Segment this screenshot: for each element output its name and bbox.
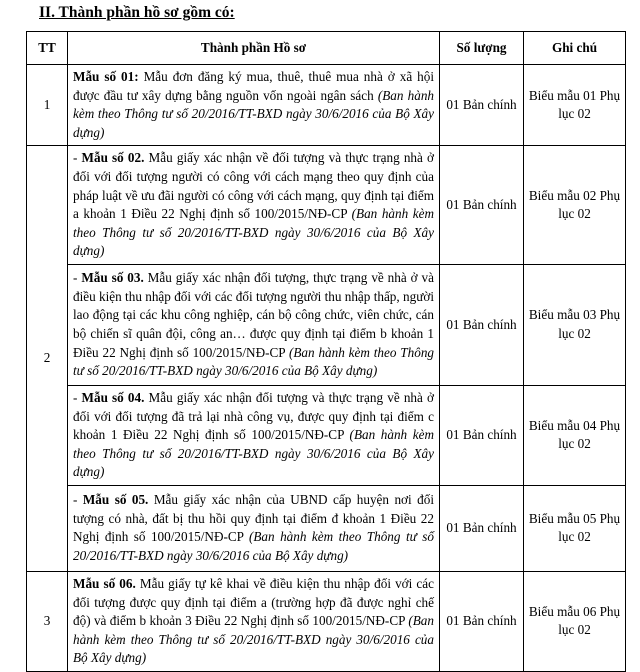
document-description <box>68 65 440 146</box>
note-cell: Biểu mẫu 02 Phụ lục 02 <box>524 146 626 265</box>
form-number: Mẫu số 04. <box>81 389 145 405</box>
note-cell: Biểu mẫu 01 Phụ lục 02 <box>524 65 626 146</box>
quantity-cell: 01 Bản chính <box>440 264 524 385</box>
form-text: Mẫu giấy xác nhận đối tượng và thực trạng về nhà ở đối với đối tượng đã trả lại nhà công vụ, được quy định tại điểm c khoản 1 Điều 22 Nghị định số 100/2015/NĐ-CP <box>73 389 434 443</box>
header-tt: TT <box>27 32 68 65</box>
row-number: 2 <box>27 146 68 572</box>
form-text: Mẫu giấy xác nhận về đối tượng và thực trạng nhà ở đối với đối tượng người có công với cách mạng theo quy định của pháp luật về ưu đãi người có công với cách mạng, quy định tại điểm a khoản 1 Điều 22 Nghị định số 100/2015/NĐ-CP <box>73 150 434 222</box>
form-number: Mẫu số 05. <box>82 492 149 508</box>
row-number: 3 <box>27 571 68 671</box>
quantity-cell: 01 Bản chính <box>440 571 524 671</box>
note-cell: Biểu mẫu 06 Phụ lục 02 <box>524 571 626 671</box>
table-row <box>27 264 626 385</box>
section-title: II. Thành phần hồ sơ gồm có: <box>39 4 235 21</box>
note-cell: Biểu mẫu 03 Phụ lục 02 <box>524 264 626 385</box>
form-text: Mẫu giấy tự kê khai về điều kiện thu nhập đối với các đối tượng được quy định tại điểm a (trường hợp đã được nghỉ chế độ) và điểm b khoản 3 Điều 22 Nghị định số 100/2015/NĐ-CP <box>73 575 434 629</box>
form-number: Mẫu số 01: <box>73 69 139 84</box>
table-header-row <box>27 32 626 65</box>
form-reference: (Ban hành kèm theo Thông tư số 20/2016/TT-BXD ngày 30/6/2016 của Bộ Xây dựng) <box>73 206 434 259</box>
table-row <box>27 385 626 485</box>
form-reference: (Ban hành kèm theo Thông tư số 20/2016/TT-BXD ngày 30/6/2016 của Bộ Xây dựng) <box>73 427 434 480</box>
form-text: Mẫu giấy xác nhận đối tượng, thực trạng về nhà ở và điều kiện thu nhập đối với các đối tượng người thu nhập thấp, người lao động tại các khu công nghiệp, cán bộ công chức, viên chức, cán bộ chiến sĩ quân đội, công an… được quy định tại điểm b khoản 1 Điều 22 Nghị định số 100/2015/NĐ-CP <box>73 270 434 360</box>
form-reference: (Ban hành kèm theo Thông tư số 20/2016/TT-BXD ngày 30/6/2016 của Bộ Xây dựng) <box>73 529 434 563</box>
header-note: Ghi chú <box>524 32 626 65</box>
document-description: - Mẫu số 04. Mẫu giấy xác nhận đối tượng và thực trạng về nhà ở đối với đối tượng đã trả lại nhà công vụ, được quy định tại điểm c khoản 1 Điều 22 Nghị định số 100/2015/NĐ-CP (Ban hành kèm theo Thông tư số 20/2016/TT-BXD ngày 30/6/2016 của Bộ Xây dựng) <box>68 385 440 485</box>
form-reference: (Ban hành kèm theo Thông tư số 20/2016/TT-BXD ngày 30/6/2016 của Bộ Xây dựng) <box>73 344 435 379</box>
document-description <box>68 571 440 671</box>
table-row <box>27 485 626 571</box>
document-description: - Mẫu số 03. Mẫu giấy xác nhận đối tượng, thực trạng về nhà ở và điều kiện thu nhập đối với các đối tượng người thu nhập thấp, người lao động tại các khu công nghiệp, cán bộ công chức, viên chức, cán bộ chiến sĩ quân đội, công an… được quy định tại điểm b khoản 1 Điều 22 Nghị định số 100/2015/NĐ-CP (Ban hành kèm theo Thông tư số 20/2016/TT-BXD ngày 30/6/2016 của Bộ Xây dựng) <box>68 264 440 385</box>
row-number: 1 <box>27 65 68 146</box>
documents-table <box>26 31 626 672</box>
form-number: Mẫu số 02. <box>81 150 145 166</box>
form-text: Mẫu đơn đăng ký mua, thuê, thuê mua nhà ở xã hội được đầu tư xây dựng bằng nguồn vốn ngoài ngân sách <box>73 69 434 103</box>
table-row <box>27 65 626 146</box>
form-reference: (Ban hành kèm theo Thông tư số 20/2016/TT-BXD ngày 30/6/2016 của Bộ Xây dựng) <box>73 613 434 666</box>
quantity-cell: 01 Bản chính <box>440 146 524 265</box>
header-quantity: Số lượng <box>440 32 524 65</box>
note-cell: Biểu mẫu 05 Phụ lục 02 <box>524 485 626 571</box>
document-description: - Mẫu số 05. Mẫu giấy xác nhận của UBND cấp huyện nơi đối tượng có nhà, đất bị thu hồi quy định tại điểm đ khoản 1 Điều 22 Nghị định số 100/2015/NĐ-CP (Ban hành kèm theo Thông tư số 20/2016/TT-BXD ngày 30/6/2016 của Bộ Xây dựng) <box>68 485 440 571</box>
quantity-cell: 01 Bản chính <box>440 385 524 485</box>
form-reference: (Ban hành kèm theo Thông tư số 20/2016/TT-BXD ngày 30/6/2016 của Bộ Xây dựng) <box>73 87 435 140</box>
quantity-cell: 01 Bản chính <box>440 485 524 571</box>
document-description: - Mẫu số 02. Mẫu giấy xác nhận về đối tượng và thực trạng nhà ở đối với đối tượng người có công với cách mạng theo quy định của pháp luật về ưu đãi người có công với cách mạng, quy định tại điểm a khoản 1 Điều 22 Nghị định số 100/2015/NĐ-CP (Ban hành kèm theo Thông tư số 20/2016/TT-BXD ngày 30/6/2016 của Bộ Xây dựng) <box>68 146 440 265</box>
table-row <box>27 146 626 265</box>
form-text: Mẫu giấy xác nhận của UBND cấp huyện nơi đối tượng có nhà, đất bị thu hồi quy định tại điểm đ khoản 1 Điều 22 Nghị định số 100/2015/NĐ-CP <box>73 492 434 545</box>
form-number: Mẫu số 03. <box>81 270 144 286</box>
note-cell: Biểu mẫu 04 Phụ lục 02 <box>524 385 626 485</box>
quantity-cell: 01 Bản chính <box>440 65 524 146</box>
form-number: Mẫu số 06. <box>73 575 136 591</box>
header-component: Thành phần Hồ sơ <box>68 32 440 65</box>
table-row <box>27 571 626 671</box>
